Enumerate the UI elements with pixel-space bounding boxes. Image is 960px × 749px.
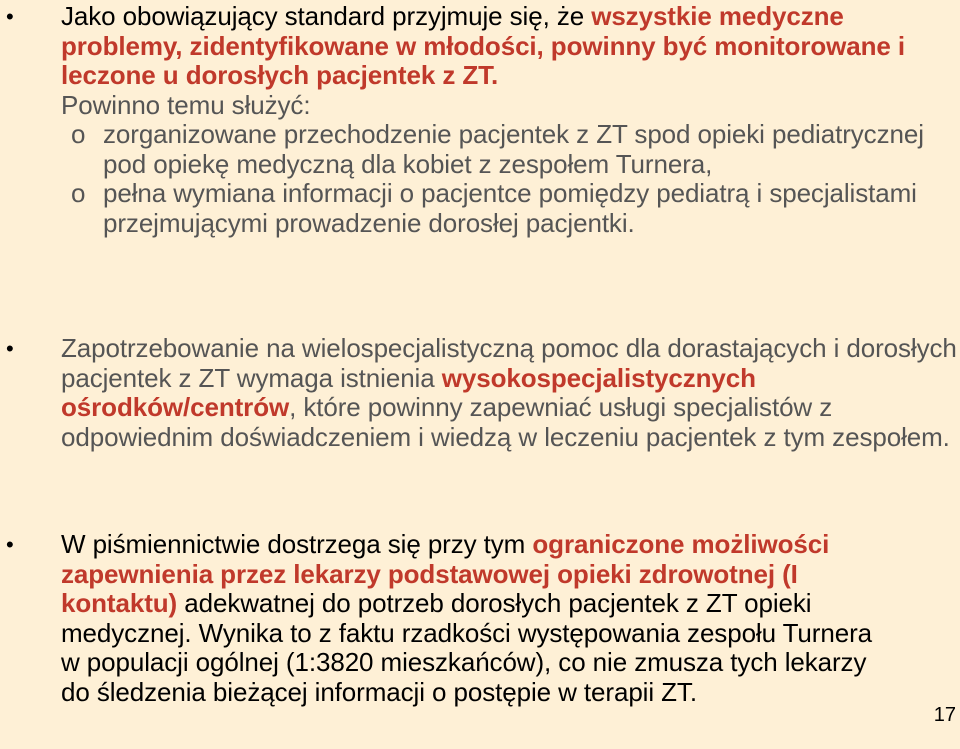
bullet-2-rest: , które powinny zapewniać usługi specjalistów z odpowiednim doświadczeniem i wiedzą w leczeniu pacjentek z tym zespołem. [61, 392, 950, 452]
bullet-1-text [61, 2, 957, 238]
bullet-3-text [61, 530, 891, 707]
subitem-1 [61, 120, 957, 179]
page-number: 17 [933, 704, 956, 726]
bullet-2-text [61, 334, 957, 452]
subitem-1-marker: o [71, 119, 86, 149]
bullet-2-highlight: wysokospecjalistycznych ośrodków/centrów [61, 362, 756, 422]
subitem-1-text: zorganizowane przechodzenie pacjentek z ZT spod opieki pediatrycznej pod opiekę medyczną dla kobiet z zespołem Turnera, [103, 119, 924, 179]
bullet-2-marker: • [6, 336, 14, 361]
bullet-1-marker: • [6, 4, 14, 29]
bullet-3-highlight: ograniczone możliwości zapewnienia przez lekarzy podstawowej opieki zdrowotnej (I kontaktu) [61, 529, 830, 618]
bullet-1-lead: Powinno temu służyć: [61, 89, 311, 120]
bullet-1-intro: Jako obowiązujący standard przyjmuje się, że [61, 1, 592, 31]
subitem-2 [61, 179, 957, 238]
subitem-2-marker: o [71, 178, 86, 208]
bullet-3-rest: adekwatnej do potrzeb dorosłych pacjentek z ZT opieki medycznej. Wynika to z faktu rzadkości występowania zespołu Turnera w populacji ogólnej (1:3820 mieszkańców), co nie zmusza tych lekarzy do śledzenia bieżącej informacji o postępie w terapii ZT. [61, 588, 872, 707]
bullet-3-marker: • [6, 532, 14, 557]
subitem-2-text: pełna wymiana informacji o pacjentce pomiędzy pediatrą i specjalistami przejmującymi prowadzenie dorosłej pacjentki. [103, 178, 917, 238]
bullet-2-intro: Zapotrzebowanie na wielospecjalistyczną pomoc dla dorastających i dorosłych pacjentek z ZT wymaga istnienia [61, 333, 957, 393]
bullet-1-highlight: wszystkie medyczne problemy, zidentyfikowane w młodości, powinny być monitorowane i leczone u dorosłych pacjentek z ZT. [61, 1, 906, 90]
bullet-3-intro: W piśmiennictwie dostrzega się przy tym [61, 529, 533, 559]
